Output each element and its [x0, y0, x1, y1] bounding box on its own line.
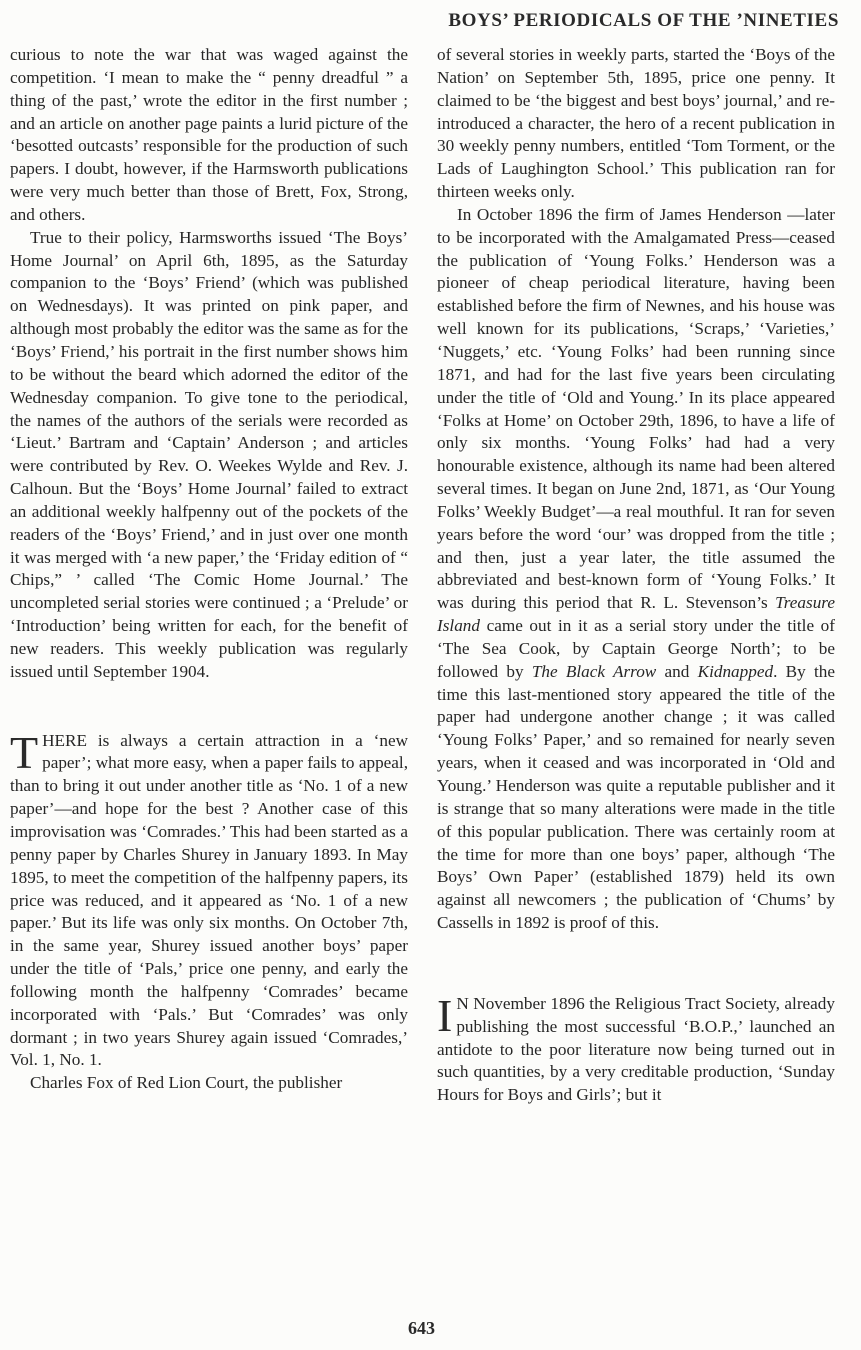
drop-cap-letter: I [437, 989, 453, 1041]
paragraph-text: . By the time this last-mentioned story appeared the title of the paper had undergone another change ; it was called ‘Young Folks’ Paper,’ and so remained for nearly seven years, when it ceased and was incorporated in ‘Old and Young.’ Henderson was quite a reputable publisher and it is strange that so many alterations were made in the title of this popular publication. There was certainly room at the time for more than one boys’ paper, although ‘The Boys’ Own Paper’ (established 1879) held its own against all newcomers ; the publication of ‘Chums’ by Cassells in 1892 is proof of this. [437, 661, 835, 933]
running-header-title: BOYS’ PERIODICALS OF THE ’NINETIES [448, 10, 839, 31]
book-title: Treasure Island [437, 593, 835, 636]
page-number: 643 [408, 1318, 435, 1338]
paragraph-dropcap [10, 726, 408, 1073]
paragraph: True to their policy, Harmsworths issued ‘The Boys’ Home Journal’ on April 6th, 1895, as the Saturday companion to the ‘Boys’ Friend’ (which was published on Wednesdays). It was printed on pink paper, and although most probably the editor was the same as for the ‘Boys’ Friend,’ his portrait in the first number shows him to be without the beard which adorned the editor of the Wednesday companion. To give tone to the periodical, the names of the authors of the serials were recorded as ‘Lieut.’ Bartram and ‘Captain’ Anderson ; and articles were contributed by Rev. O. Weekes Wylde and Rev. J. Calhoun. But the ‘Boys’ Home Journal’ failed to extract an additional weekly halfpenny out of the pockets of the readers of the ‘Boys’ Friend,’ and in just over one month it was merged with ‘a new paper,’ the ‘Friday edition of “ Chips,” ’ called ‘The Comic Home Journal.’ The uncompleted serial stories were continued ; a ‘Prelude’ or ‘Introduction’ being written for each, for the benefit of new readers. This weekly publication was regularly issued until September 1904. [10, 227, 408, 681]
lead-in: N [456, 993, 469, 1013]
paragraph-text: and [656, 661, 698, 681]
paragraph-text: November 1896 the Religious Tract Society, already publishing the most successful ‘B.O.P.,’ launched an antidote to the poor literature now being turned out in such quantities, by a very creditable production, ‘Sunday Hours for Boys and Girls’; but it [437, 993, 835, 1105]
lead-in: HERE [42, 730, 87, 750]
paragraph-text: is always a certain attraction in a ‘new paper’; what more easy, when a paper fails to appeal, than to bring it out under another title as ‘No. 1 of a new paper’—and hope for the best ? Another case of this improvisation was ‘Comrades.’ This had been started as a penny paper by Charles Shurey in January 1893. In May 1895, to meet the competition of the halfpenny papers, its price was reduced, and it appeared as ‘No. 1 of a new paper.’ But its life was only six months. On October 7th, in the same year, Shurey issued another boys’ paper under the title of ‘Pals,’ price one penny, and early the following month the halfpenny ‘Comrades’ became incorporated with ‘Pals.’ But ‘Comrades’ was only dormant ; in two years Shurey again issued ‘Comrades,’ Vol. 1, No. 1. [10, 730, 408, 1070]
book-title: The Black Arrow [531, 661, 657, 681]
paragraph: Charles Fox of Red Lion Court, the publisher [30, 1073, 343, 1093]
left-column [10, 44, 408, 1095]
paragraph: of several stories in weekly parts, started the ‘Boys of the Nation’ on September 5th, 1895, price one penny. It claimed to be ‘the biggest and best boys’ journal,’ and re-introduced a character, the hero of a recent publication in 30 weekly penny numbers, entitled ‘Tom Torment, or the Lads of Laughington School.’ This publication ran for thirteen weeks only. [437, 45, 835, 202]
paragraph [437, 204, 835, 935]
paragraph-text: In October 1896 the firm of James Henderson —later to be incorporated with the Amalgamated Press—ceased the publication of ‘Young Folks.’ Henderson was a pioneer of cheap periodical literature, having been established before the firm of Newnes, and his house was well known for its publications, ‘Scraps,’ ‘Varieties,’ ‘Nuggets,’ etc. ‘Young Folks’ had been running since 1871, and had for the last five years been circulating under the title of ‘Old and Young.’ In its place appeared ‘Folks at Home’ on October 29th, 1896, to have a life of only six months. ‘Young Folks’ had had a very honourable existence, although its name had been altered several times. It began on June 2nd, 1871, as ‘Our Young Folks’ Weekly Budget’—a real mouthful. It ran for seven years before the word ‘our’ was dropped from the title ; and then, just a year later, the title assumed the abbreviated and best-known form of ‘Young Folks.’ It was during this period that R. L. Stevenson’s [437, 204, 835, 613]
drop-cap-letter: T [10, 726, 39, 778]
paragraph-text: came out in it as a serial story under the title of ‘The Sea Cook, by Captain George North’; to be followed by [437, 616, 835, 681]
right-column [437, 44, 835, 1107]
paragraph-dropcap [437, 989, 835, 1107]
book-title: Kidnapped [697, 661, 774, 681]
paragraph: curious to note the war that was waged against the competition. ‘I mean to make the “ penny dreadful ” a thing of the past,’ wrote the editor in the first number ; and an article on another page paints a lurid picture of the ‘besotted outcasts’ responsible for the production of such papers. I doubt, however, if the Harmsworth publications were very much better than those of Brett, Fox, Strong, and others. [10, 45, 408, 224]
